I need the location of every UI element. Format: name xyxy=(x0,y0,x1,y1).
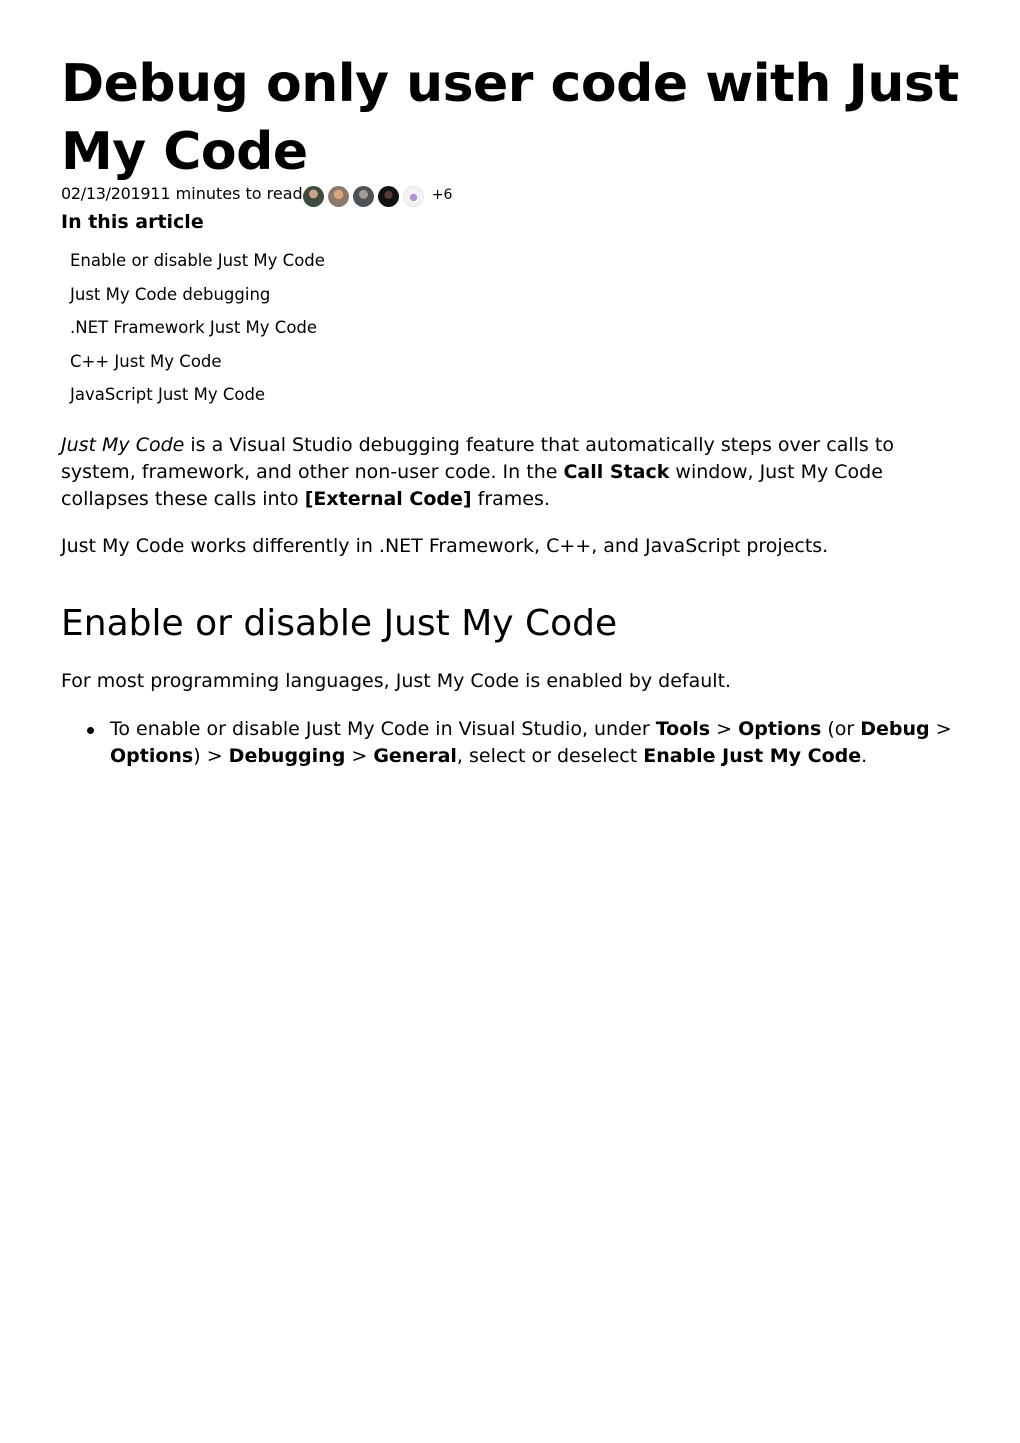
contributor-avatar[interactable] xyxy=(303,186,324,207)
page-title: Debug only user code with Just My Code xyxy=(61,54,959,182)
external-code-term: [External Code] xyxy=(304,488,472,510)
article-date: 02/13/2019 xyxy=(61,184,151,203)
instruction-list xyxy=(61,716,961,770)
contributor-avatar[interactable] xyxy=(378,186,399,207)
contributors-list xyxy=(303,186,453,207)
toc-link-enable-disable[interactable]: Enable or disable Just My Code xyxy=(70,251,325,270)
menu-options-alt: Options xyxy=(110,745,194,767)
menu-debug: Debug xyxy=(860,718,930,740)
toc-heading: In this article xyxy=(61,211,204,233)
contributor-avatar[interactable] xyxy=(403,186,424,207)
table-of-contents xyxy=(70,248,325,416)
contributor-avatar[interactable] xyxy=(353,186,374,207)
menu-options: Options xyxy=(738,718,822,740)
toc-link-cpp[interactable]: C++ Just My Code xyxy=(70,351,222,371)
contributor-avatar[interactable] xyxy=(328,186,349,207)
menu-debugging: Debugging xyxy=(228,745,346,767)
menu-general: General xyxy=(373,745,457,767)
intro-paragraph: Just My Code is a Visual Studio debugging feature that automatically steps over calls to system, framework, and other non-user code. In the Call Stack window, Just My Code collapses these calls into [External Code] frames. xyxy=(61,434,894,510)
section-heading-enable-disable: Enable or disable Just My Code xyxy=(61,603,618,644)
call-stack-term: Call Stack xyxy=(563,461,670,483)
read-time: 11 minutes to read xyxy=(150,184,303,203)
option-enable-just-my-code: Enable Just My Code xyxy=(643,745,862,767)
term-just-my-code: Just My Code xyxy=(61,434,185,456)
bullet-icon xyxy=(87,727,94,734)
more-contributors-link[interactable]: +6 xyxy=(431,186,453,203)
menu-tools: Tools xyxy=(655,718,711,740)
instruction-list-item: To enable or disable Just My Code in Visual Studio, under Tools > Options (or Debug > Options) > Debugging > General, select or deselect Enable Just My Code. xyxy=(61,716,961,770)
article-metadata xyxy=(61,184,452,208)
section-paragraph: For most programming languages, Just My Code is enabled by default. xyxy=(61,670,732,692)
toc-link-javascript[interactable]: JavaScript Just My Code xyxy=(70,385,266,404)
toc-link-debugging[interactable]: Just My Code debugging xyxy=(70,284,271,304)
intro-paragraph-2: Just My Code works differently in .NET Framework, C++, and JavaScript projects. xyxy=(61,535,829,557)
toc-link-dotnet[interactable]: .NET Framework Just My Code xyxy=(70,318,318,337)
